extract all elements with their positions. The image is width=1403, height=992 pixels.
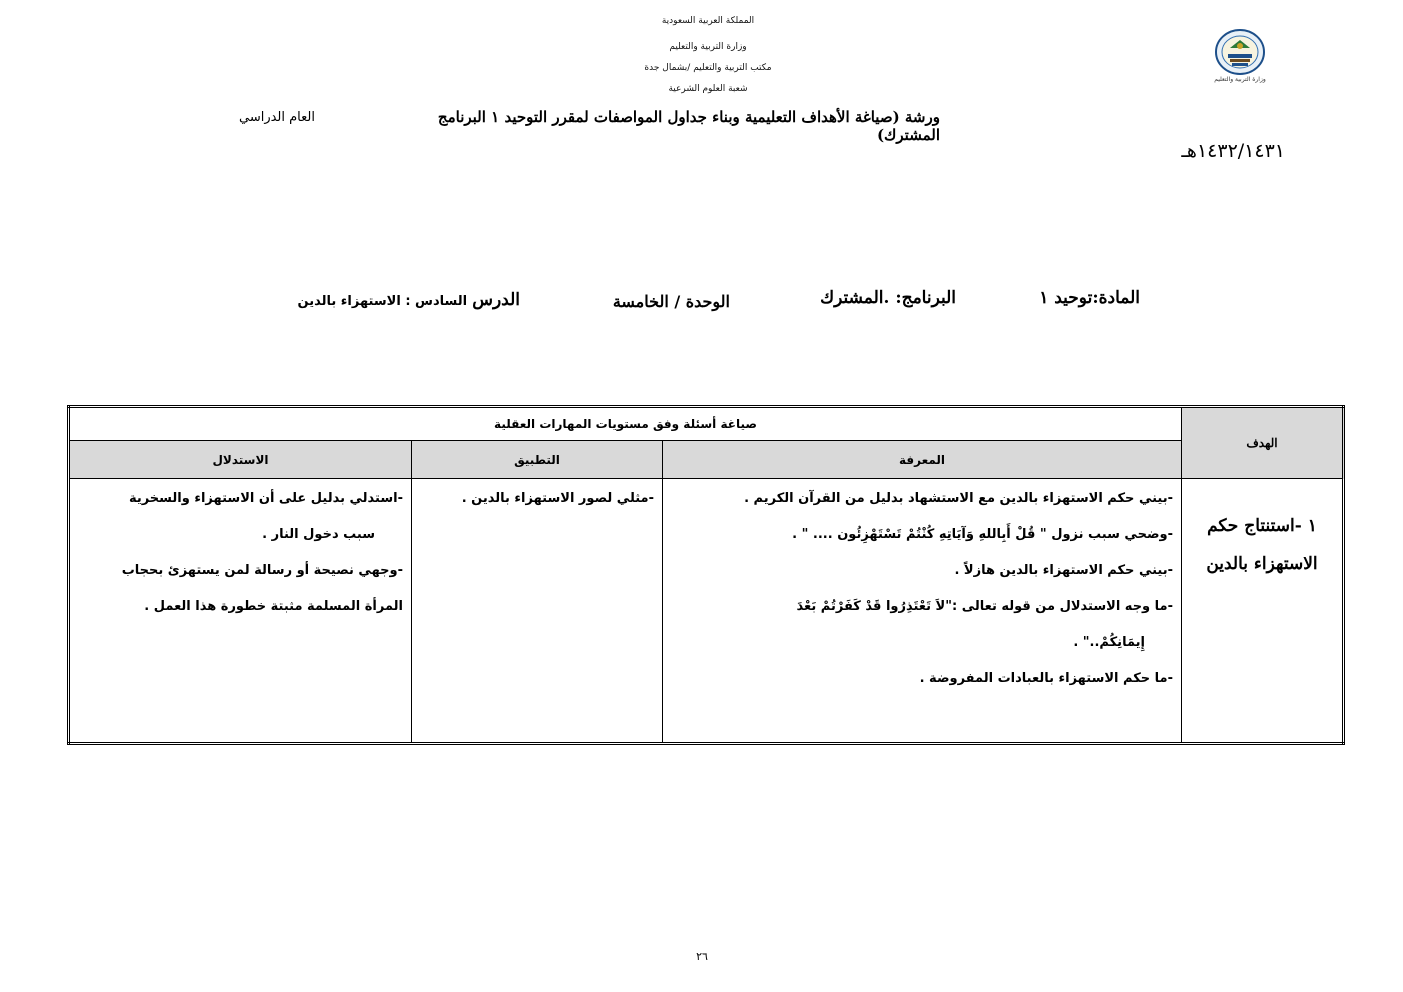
workshop-title: ورشة (صياغة الأهداف التعليمية وبناء جداول المواصفات لمقرر التوحيد ١ البرنامج المشترك) bbox=[437, 108, 940, 144]
lesson-label bbox=[230, 290, 520, 310]
ministry-line: وزارة التربية والتعليم bbox=[669, 42, 747, 52]
knowledge-item: إِيمَانِكُمْ.." . bbox=[1073, 635, 1145, 650]
reasoning-cell bbox=[69, 479, 412, 744]
unit-label: الوحدة / الخامسة bbox=[612, 292, 730, 311]
knowledge-item: -بيني حكم الاستهزاء بالدين هازلاً . bbox=[954, 563, 1173, 578]
program-label: البرنامج: .المشترك bbox=[820, 288, 956, 308]
knowledge-cell bbox=[663, 479, 1182, 744]
reasoning-item: -استدلي بدليل على أن الاستهزاء والسخرية bbox=[128, 491, 403, 506]
knowledge-item: -بيني حكم الاستهزاء بالدين مع الاستشهاد بدليل من القرآن الكريم . bbox=[744, 491, 1173, 506]
col-knowledge-header: المعرفة bbox=[663, 441, 1182, 479]
application-cell bbox=[412, 479, 663, 744]
subject-label: المادة:توحيد ١ bbox=[1039, 288, 1140, 308]
goal-header: الهدف bbox=[1182, 407, 1344, 479]
goal-line: ١ -استنتاج حكم bbox=[1207, 516, 1317, 536]
goal-line: الاستهزاء بالدين bbox=[1206, 554, 1318, 574]
reasoning-item: -وجهي نصيحة أو رسالة لمن يستهزئ بحجاب bbox=[121, 563, 403, 578]
kingdom-line: المملكة العربية السعودية bbox=[661, 16, 755, 26]
knowledge-item: -ما وجه الاستدلال من قوله تعالى :"لاَ تَعْتَذِرُوا قَدْ كَفَرْتُمْ بَعْدَ bbox=[796, 599, 1173, 614]
questions-header: صياغة أسئلة وفق مستويات المهارات العقلية bbox=[69, 407, 1182, 441]
department-line: شعبة العلوم الشرعية bbox=[668, 84, 748, 94]
page-number: ٢٦ bbox=[696, 950, 708, 963]
reasoning-item: المرأة المسلمة مثبتة خطورة هذا العمل . bbox=[144, 599, 403, 614]
ministry-logo bbox=[1208, 28, 1272, 88]
lesson-label-word: الدرس bbox=[472, 290, 520, 310]
academic-year-value: ١٤٣٢/١٤٣١هـ bbox=[1181, 140, 1285, 162]
application-item: -مثلي لصور الاستهزاء بالدين . bbox=[461, 491, 654, 506]
academic-year-label: العام الدراسي bbox=[238, 110, 315, 125]
col-application-header: التطبيق bbox=[412, 441, 663, 479]
col-reasoning-header: الاستدلال bbox=[69, 441, 412, 479]
specification-table bbox=[67, 405, 1345, 745]
reasoning-item: سبب دخول النار . bbox=[262, 527, 375, 542]
goal-cell bbox=[1182, 479, 1344, 744]
knowledge-item: -وضحي سبب نزول " قُلْ أَبِاللهِ وَآيَاتِهِ كُنْتُمْ تَسْتَهْزِئُون .... " . bbox=[792, 527, 1173, 542]
office-line: مكتب التربية والتعليم /بشمال جدة bbox=[644, 63, 772, 73]
logo-caption: وزارة التربية والتعليم bbox=[1214, 76, 1266, 83]
lesson-value: السادس : الاستهزاء بالدين bbox=[297, 294, 468, 309]
knowledge-item: -ما حكم الاستهزاء بالعبادات المفروضة . bbox=[919, 671, 1173, 686]
